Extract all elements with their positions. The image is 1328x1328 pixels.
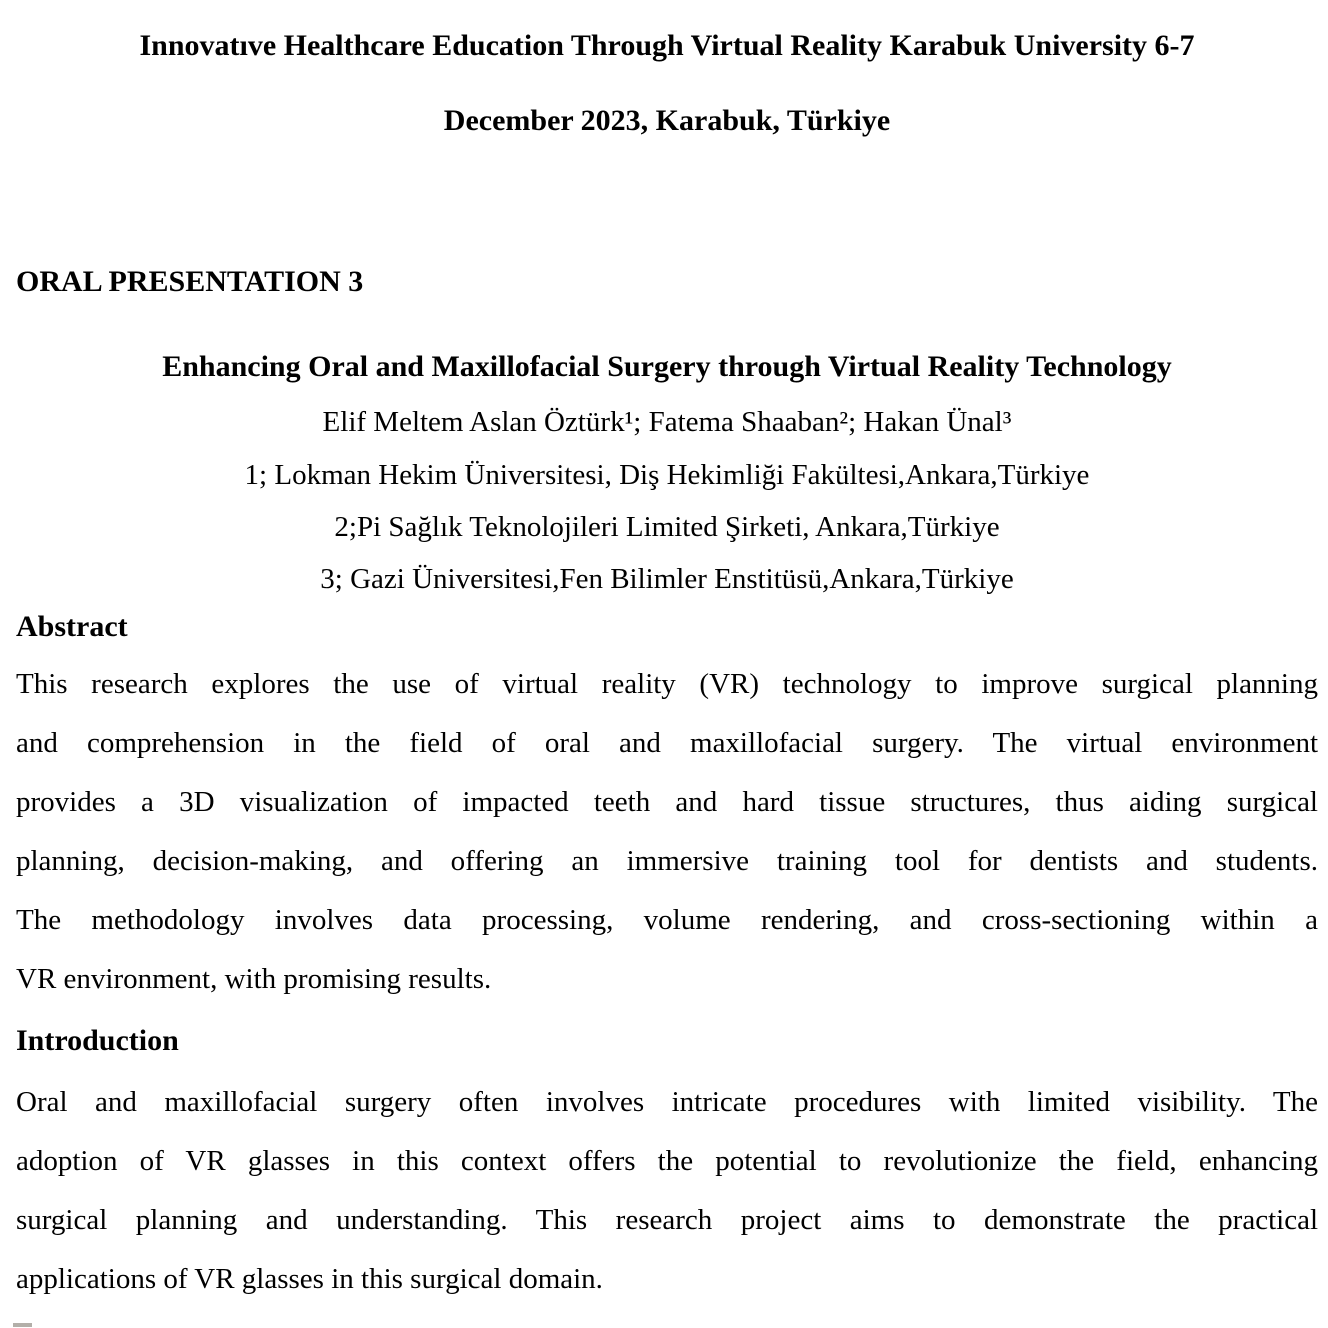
affiliations: [16, 449, 1318, 605]
affiliation-3: 3; Gazi Üniversitesi,Fen Bilimler Enstitüsü,Ankara,Türkiye: [320, 563, 1014, 595]
conference-header: [16, 8, 1318, 158]
introduction-heading: Introduction: [16, 1024, 179, 1057]
abstract-line: and comprehension in the field of oral and maxillofacial surgery. The virtual environment: [16, 727, 1318, 759]
introduction-paragraph: [16, 1073, 1318, 1309]
paper-title: Enhancing Oral and Maxillofacial Surgery through Virtual Reality Technology: [162, 350, 1172, 383]
affiliation-2: 2;Pi Sağlık Teknolojileri Limited Şirketi, Ankara,Türkiye: [334, 511, 1000, 543]
introduction-line: Oral and maxillofacial surgery often involves intricate procedures with limited visibility. The: [16, 1086, 1318, 1118]
abstract-line: VR environment, with promising results.: [16, 963, 492, 995]
partial-next-heading-sliver: [13, 1323, 32, 1327]
abstract-line: The methodology involves data processing, volume rendering, and cross-sectioning within a: [16, 904, 1318, 936]
introduction-line: adoption of VR glasses in this context offers the potential to revolutionize the field, enhancing: [16, 1145, 1318, 1177]
abstract-line: planning, decision-making, and offering an immersive training tool for dentists and students.: [16, 845, 1318, 877]
introduction-line: surgical planning and understanding. This research project aims to demonstrate the practical: [16, 1204, 1318, 1236]
conference-header-line2: December 2023, Karabuk, Türkiye: [443, 104, 891, 137]
abstract-line: provides a 3D visualization of impacted teeth and hard tissue structures, thus aiding surgical: [16, 786, 1318, 818]
affiliation-1: 1; Lokman Hekim Üniversitesi, Diş Hekimliği Fakültesi,Ankara,Türkiye: [244, 459, 1090, 491]
introduction-line: applications of VR glasses in this surgical domain.: [16, 1263, 603, 1295]
abstract-paragraph: [16, 655, 1318, 1009]
authors-line: Elif Meltem Aslan Öztürk¹; Fatema Shaaban²; Hakan Ünal³: [322, 406, 1012, 438]
conference-header-line1: Innovatıve Healthcare Education Through Virtual Reality Karabuk University 6-7: [139, 29, 1195, 62]
session-heading: ORAL PRESENTATION 3: [16, 265, 364, 298]
abstract-line: This research explores the use of virtual reality (VR) technology to improve surgical planning: [16, 668, 1318, 700]
abstract-heading: Abstract: [16, 610, 128, 643]
